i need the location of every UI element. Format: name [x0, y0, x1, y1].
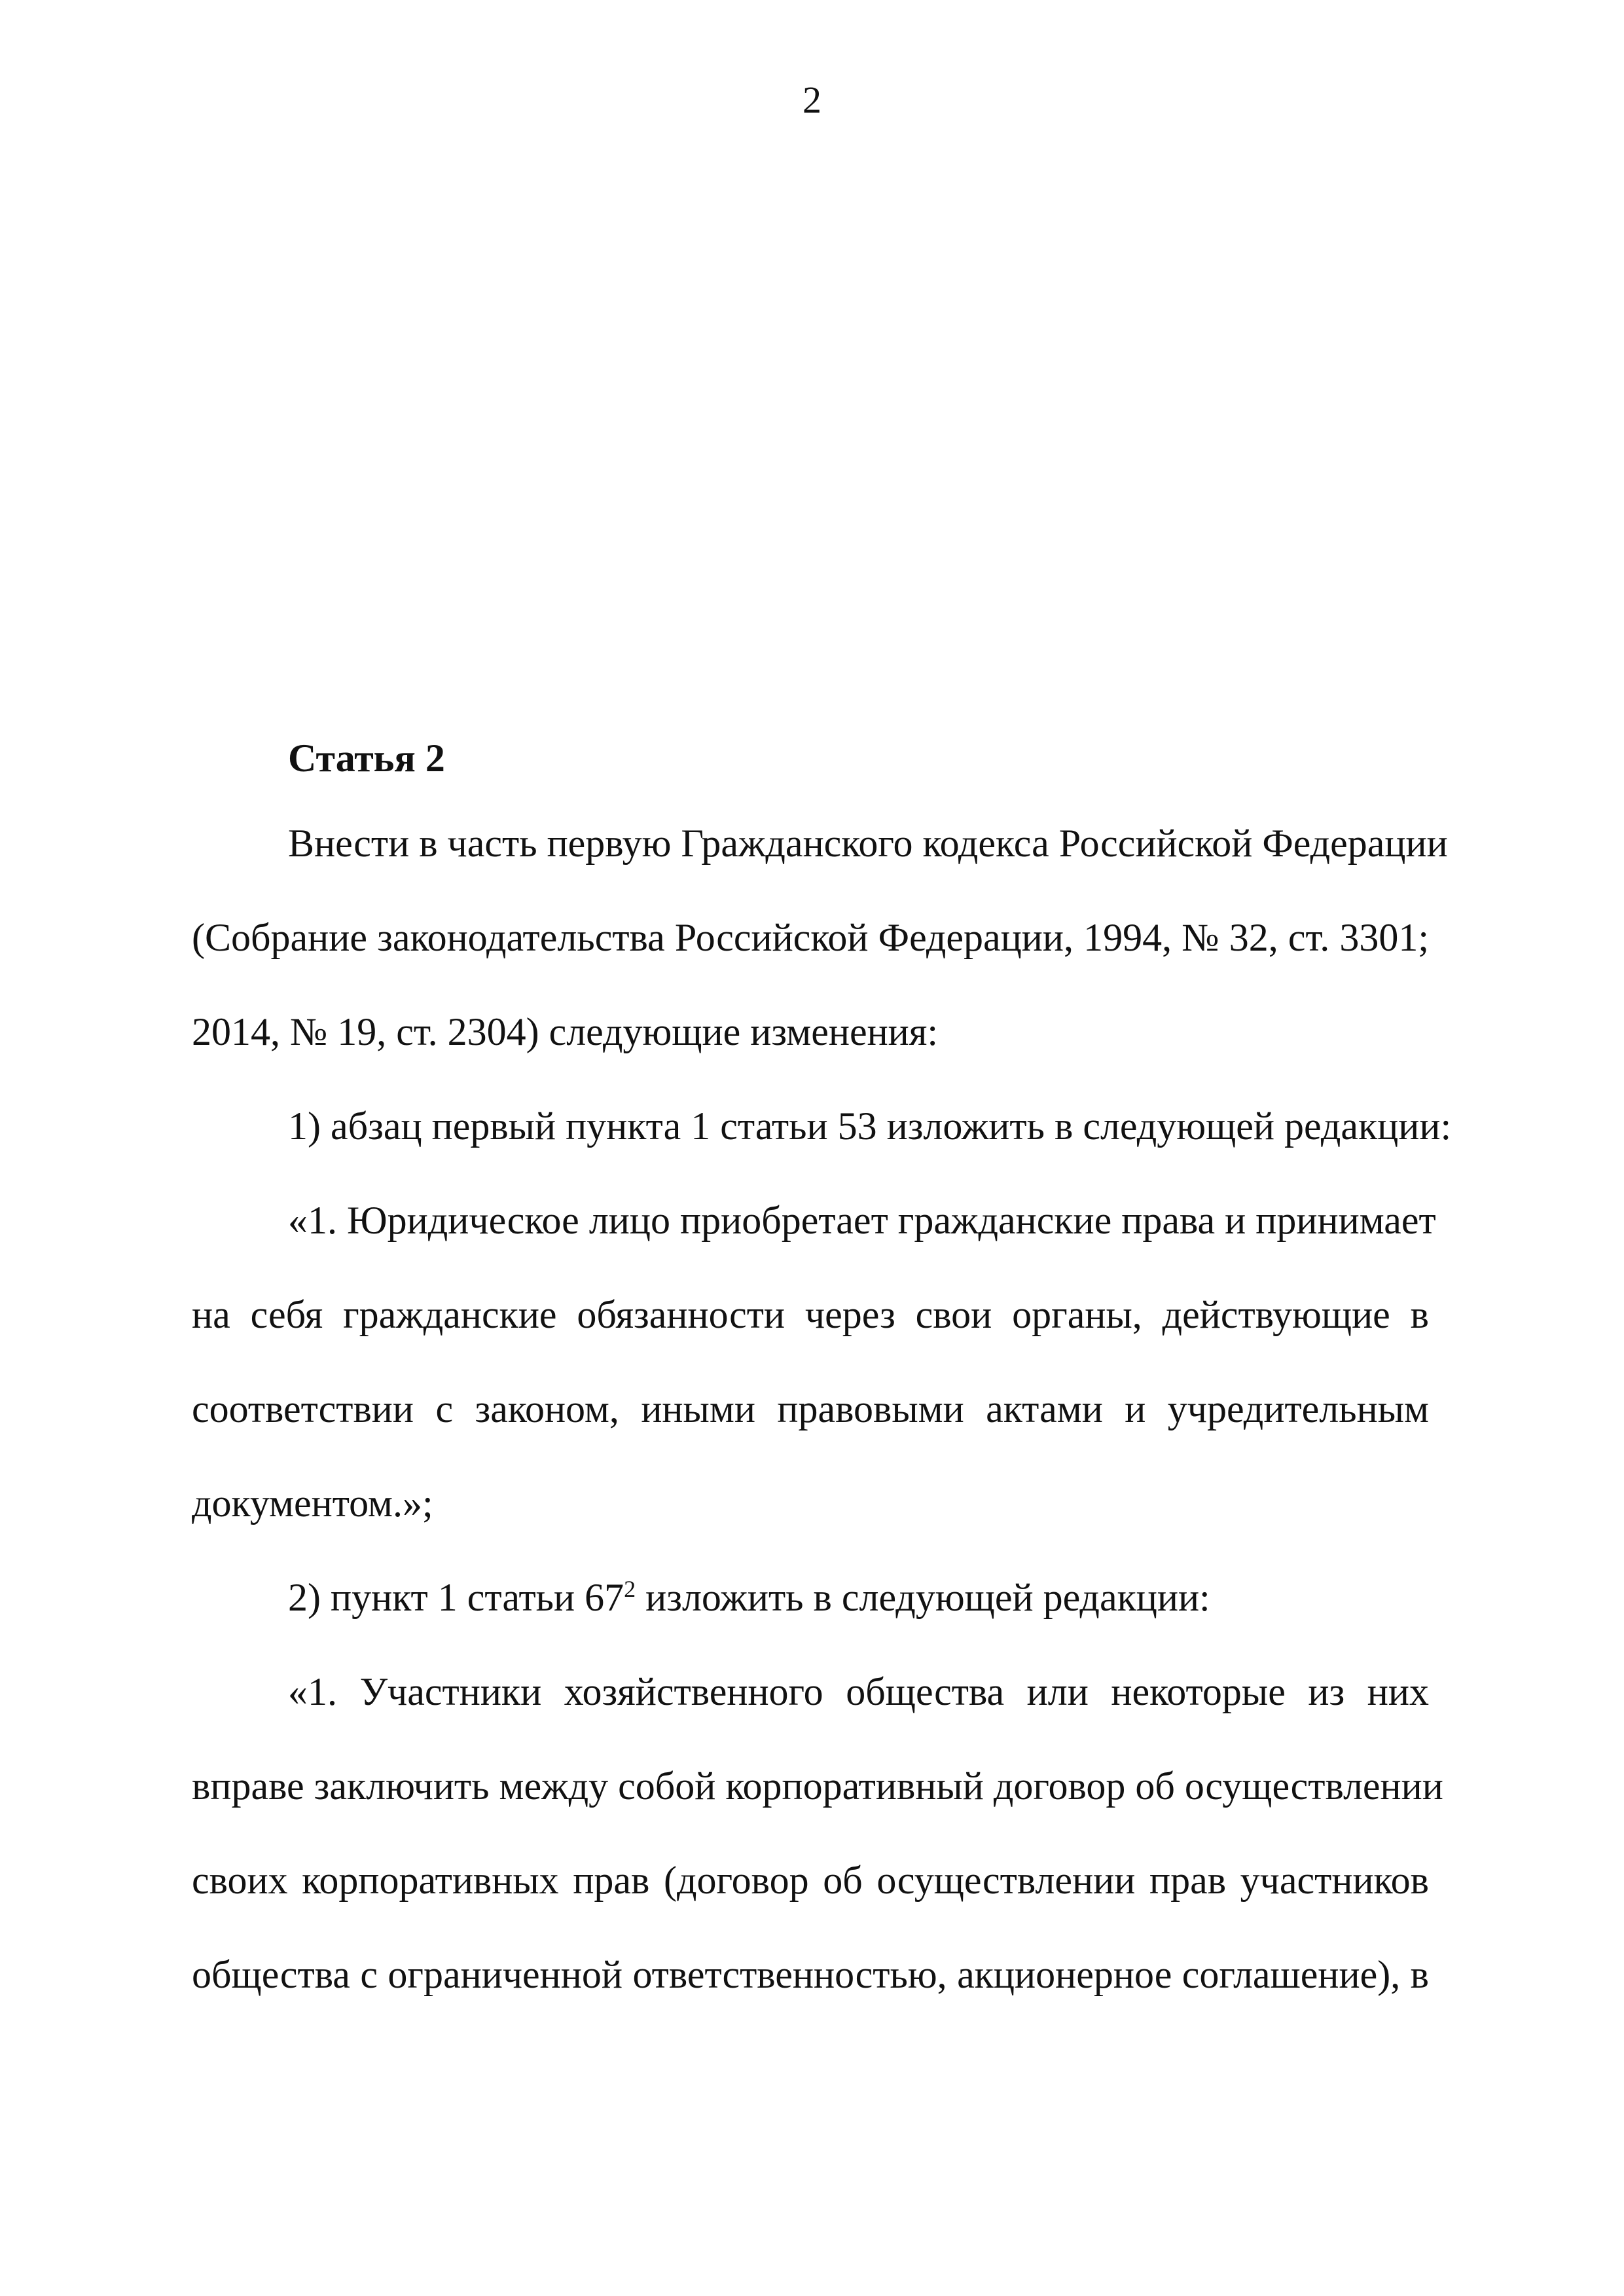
- text-line-item-2: [288, 1574, 1429, 1621]
- page-number: 2: [803, 79, 821, 121]
- article-heading: Статья 2: [288, 737, 445, 780]
- text-line: документом.»;: [192, 1482, 433, 1525]
- text-line: своих корпоративных прав (договор об осуществлении прав участников: [192, 1859, 1429, 1902]
- item-2-prefix: 2) пункт 1 статьи 67: [288, 1576, 624, 1619]
- item-2-suffix: изложить в следующей редакции:: [636, 1576, 1210, 1619]
- text-line: общества с ограниченной ответственностью, акционерное соглашение), в: [192, 1953, 1429, 1996]
- text-line: (Собрание законодательства Российской Федерации, 1994, № 32, ст. 3301;: [192, 916, 1429, 959]
- text-line: Внести в часть первую Гражданского кодекса Российской Федерации: [288, 822, 1448, 865]
- text-line: «1. Юридическое лицо приобретает гражданские права и принимает: [288, 1199, 1436, 1242]
- text-line: на себя гражданские обязанности через свои органы, действующие в: [192, 1293, 1429, 1336]
- text-line: 2014, № 19, ст. 2304) следующие изменения:: [192, 1010, 939, 1053]
- text-line: вправе заключить между собой корпоративный договор об осуществлении: [192, 1764, 1443, 1808]
- text-line: «1. Участники хозяйственного общества или некоторые из них: [288, 1670, 1429, 1713]
- superscript: 2: [624, 1576, 636, 1602]
- text-line: соответствии с законом, иными правовыми актами и учредительным: [192, 1387, 1429, 1430]
- text-line: 1) абзац первый пункта 1 статьи 53 изложить в следующей редакции:: [288, 1104, 1452, 1148]
